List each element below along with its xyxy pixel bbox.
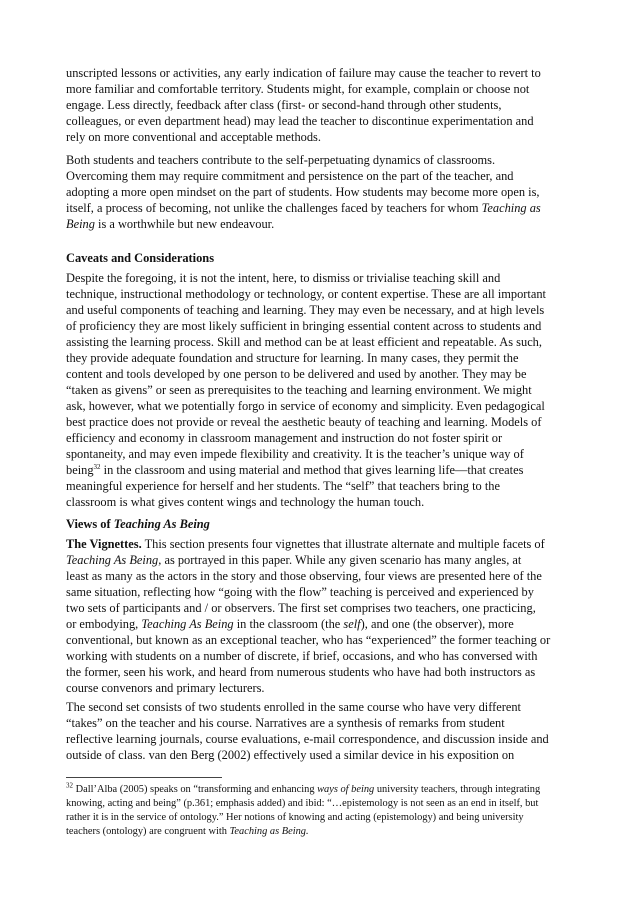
text-line — [66, 536, 545, 552]
text-run: Dall’Alba (2005) speaks on “transforming and enhancing — [73, 784, 318, 795]
text-line: rely on more conventional and acceptable methods. — [66, 130, 321, 144]
text-line — [66, 616, 514, 632]
footnote-reference[interactable]: 32 — [93, 462, 101, 471]
text-line: reflective learning journals, course evaluations, e-mail correspondence, and discussion inside and — [66, 732, 549, 746]
text-line: of proficiency they are most likely sufficient in bringing essential content across to students and — [66, 319, 542, 333]
heading-italic: Teaching As Being — [113, 517, 210, 531]
text-line: technique, instructional methodology or technology, or content expertise. These are all important — [66, 287, 546, 301]
text-line: Overcoming them may require commitment and persistence on the part of the teacher, and — [66, 169, 514, 183]
italic-title: Being — [66, 217, 95, 231]
section-heading — [66, 516, 210, 532]
text-line: course convenors and primary lecturers. — [66, 681, 265, 695]
text-line: content and tools developed by one person to be delivered and used by another. They may be — [66, 367, 527, 381]
text-line: classroom is what gives content wings and technology the human touch. — [66, 495, 425, 509]
text-run: in the classroom (the — [233, 617, 344, 631]
heading-text: Views of — [66, 517, 114, 531]
text-line — [66, 462, 523, 478]
text-run: This section presents four vignettes that illustrate alternate and multiple facets of — [141, 537, 545, 551]
text-line: engage. Less directly, feedback after class (first- or second-hand through other students, — [66, 98, 502, 112]
footnote-number: 32 — [66, 781, 73, 790]
text-line: same situation, reflecting how “going with the flow” teaching is perceived and experienced by — [66, 585, 534, 599]
text-line: best practice does not provide or reveal the aesthetic beauty of teaching and learning. Models of — [66, 415, 542, 429]
text-line: the former, seen his work, and heard from numerous students who have had both instructors as — [66, 665, 536, 679]
text-line: unscripted lessons or activities, any early indication of failure may cause the teacher to revert to — [66, 66, 541, 80]
text-line: least as many as the actors in the story and those observing, four views are presented here of the — [66, 569, 542, 583]
italic-title: Teaching as Being. — [229, 826, 309, 837]
text-line: Both students and teachers contribute to the self-perpetuating dynamics of classrooms. — [66, 153, 496, 167]
text-run: ), and one (the observer), more — [360, 617, 514, 631]
text-line — [66, 552, 521, 568]
footnote-line — [66, 825, 309, 838]
text-run: itself, a process of becoming, not unlike the challenges faced by teachers for whom — [66, 201, 482, 215]
text-run: as portrayed in this paper. While any given scenario has many angles, at — [161, 553, 522, 567]
text-line: they provide adequate foundation and structure for learning. In many cases, they permit the — [66, 351, 519, 365]
footnote-separator — [66, 777, 222, 778]
text-line: meaningful experience for herself and her students. The “self” that teachers bring to the — [66, 479, 500, 493]
text-run: or embodying, — [66, 617, 142, 631]
text-line: efficiency and economy in classroom management and instruction do not foster spirit or — [66, 431, 503, 445]
italic-phrase: ways of being — [317, 784, 375, 795]
text-line: and useful components of teaching and learning. They may even be necessary, and at high levels — [66, 303, 545, 317]
italic-title: Teaching As Being, — [66, 553, 162, 567]
footnote-line: knowing, acting and being” (p.361; emphasis added) and ibid: “…epistemology is not seen as an end in itself, but — [66, 798, 539, 809]
text-line: outside of class. van den Berg (2002) effectively used a similar device in his exposition on — [66, 748, 515, 762]
text-line: more familiar and comfortable territory. Students might, for example, complain or choose not — [66, 82, 530, 96]
section-heading: Caveats and Considerations — [66, 251, 215, 265]
text-line: working with students on a number of discrete, if brief, occasions, and who has conversed with — [66, 649, 538, 663]
text-run: teachers (ontology) are congruent with — [66, 826, 230, 837]
italic-title: Teaching As Being — [141, 617, 234, 631]
text-line: Despite the foregoing, it is not the intent, here, to dismiss or trivialise teaching skill and — [66, 271, 501, 285]
text-line: spontaneity, and may even impede flexibility and creativity. It is the teacher’s unique way of — [66, 447, 524, 461]
footnote-line: rather it is in the service of ontology.” Her notions of knowing and acting (epistemology) and being university — [66, 812, 524, 823]
text-run: is a worthwhile but new endeavour. — [94, 217, 275, 231]
text-run: being — [66, 463, 94, 477]
text-line: colleagues, or even department head) may lead the teacher to discontinue experimentation and — [66, 114, 534, 128]
text-run: in the classroom and using material and method that gives learning life—that creates — [100, 463, 524, 477]
text-run: university teachers, through integrating — [374, 784, 541, 795]
text-line: The second set consists of two students enrolled in the same course who have very different — [66, 700, 522, 714]
text-line: “takes” on the teacher and his course. Narratives are a synthesis of remarks from student — [66, 716, 505, 730]
text-line: ask, however, what we potentially forgo in service of economy and simplicity. Even pedagogical — [66, 399, 545, 413]
footnote-line — [66, 783, 540, 796]
text-line: “taken as givens” or seen as prerequisites to the teaching and learning environment. We might — [66, 383, 532, 397]
text-line — [66, 200, 541, 216]
text-line: assisting the learning process. Skill and method can be at least efficient and repeatable. As such, — [66, 335, 542, 349]
italic-title: Teaching as — [481, 201, 541, 215]
italic-word: self — [343, 617, 361, 631]
text-line: two sets of participants and / or observers. The first set comprises two teachers, one practicing, — [66, 601, 536, 615]
text-line: conventional, but known as an exceptional teacher, who has “experienced” the former teaching or — [66, 633, 551, 647]
lead-in-bold: The Vignettes. — [66, 537, 142, 551]
text-line — [66, 216, 274, 232]
text-line: adopting a more open mindset on the part of students. How students may become more open is, — [66, 185, 540, 199]
